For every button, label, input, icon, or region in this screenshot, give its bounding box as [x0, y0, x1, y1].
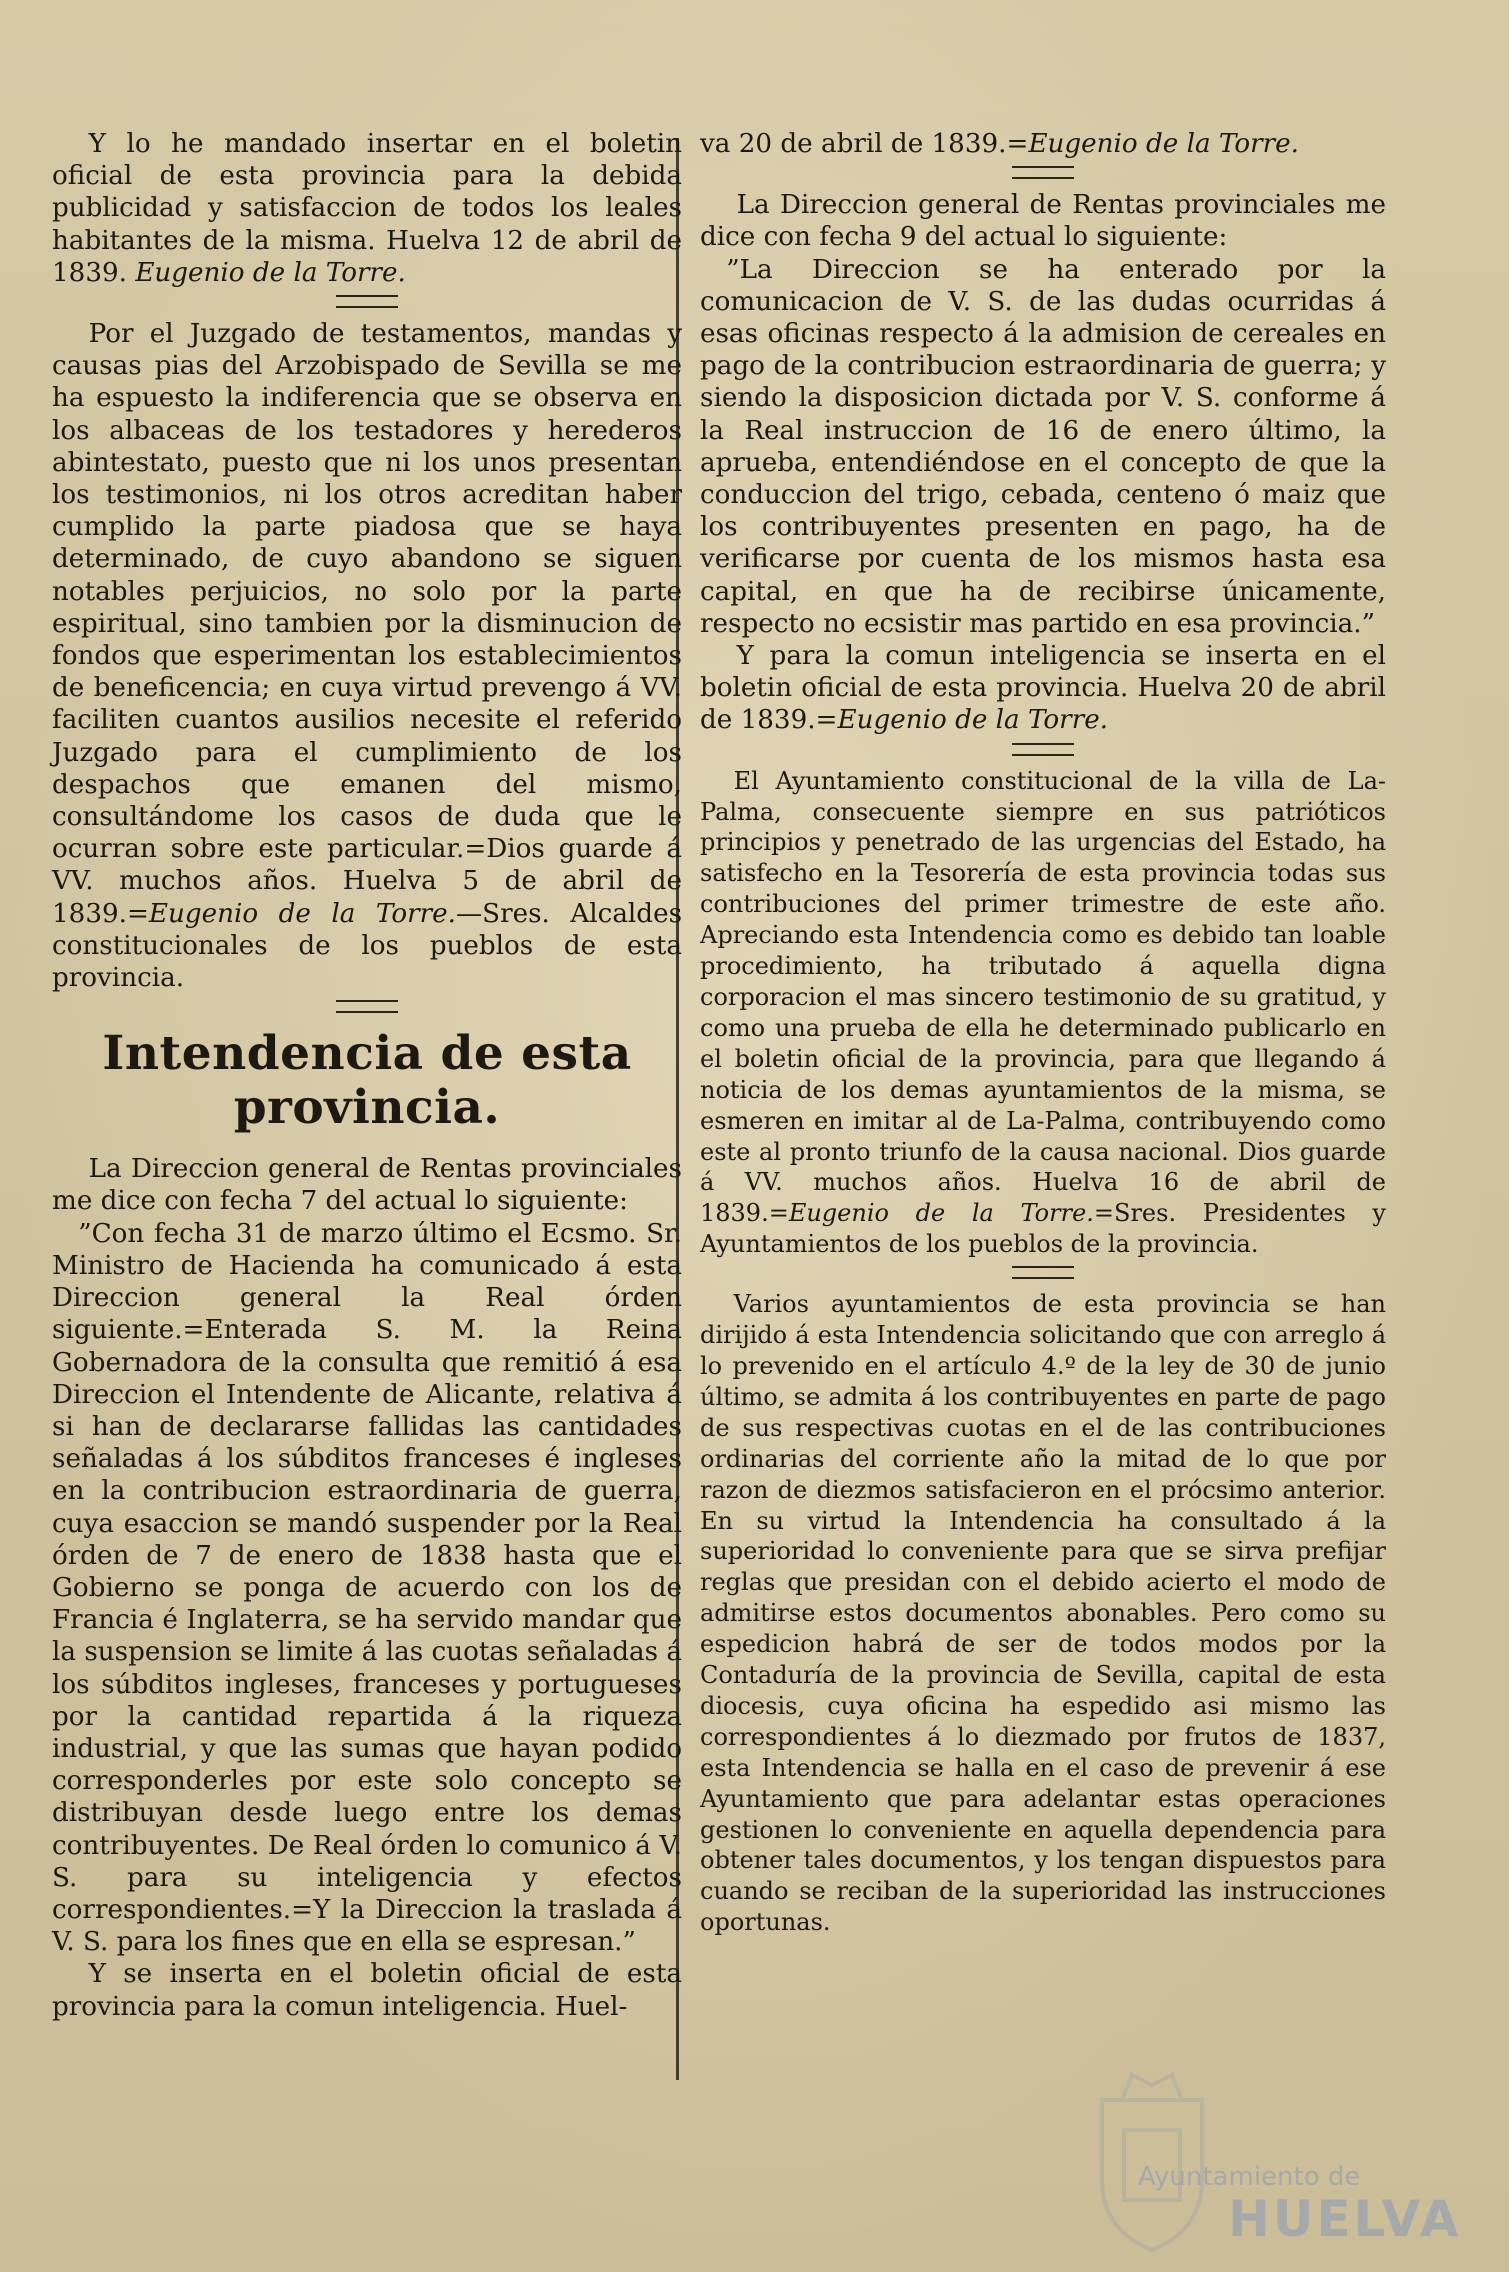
section-heading: Intendencia de esta provincia. [102, 1026, 632, 1136]
signature: Eugenio de la Torre. [135, 257, 406, 288]
section-separator [1012, 743, 1074, 756]
paragraph-publication-notice: Y lo he mandado insertar en el boletin oficial de esta provincia para la debida publicidad y satisfaccion de todos los leales habitantes de la misma. Huelva 12 de abril de 1839. Eugenio de la Torre. [52, 129, 682, 288]
watermark-line2: HUELVA [1228, 2190, 1462, 2248]
paragraph-diezmos: Varios ayuntamientos de esta provincia se han dirijido á esta Intendencia solicitando que con arreglo á lo prevenido en el artículo 4.º de la ley de 30 de junio último, se admita á los contribuyentes en parte de pago de sus respectivas cuotas en el de las contribuciones ordinarias del corriente año la mitad de lo que por razon de diezmos satisfacieron en el prócsimo anterior. En su virtud la Intendencia ha consultado á la superioridad lo conveniente para que se sirva prefijar reglas que presidan con el debido acierto el modo de admitirse estos documentos abonables. Pero como su espedicion habrá de ser de todos modos por la Contaduría de la provincia de Sevilla, capital de esta diocesis, cuya oficina ha espedido asi mismo las correspondientes á lo diezmado por frutos de 1837, esta Intendencia se halla en el caso de prevenir á ese Ayuntamiento que para adelantar estas operaciones gestionen lo conveniente en aquella dependencia para obtener tales documentos, y los tengan dispuestos para cuando se reciban de la superioridad las instrucciones oportunas. [700, 1290, 1386, 1937]
signature: Eugenio de la Torre. [1028, 129, 1299, 159]
small-print-block [700, 766, 1386, 1939]
right-column [700, 128, 1386, 1938]
paragraph-real-orden-quote: ”Con fecha 31 de marzo último el Ecsmo. Sr. Ministro de Hacienda ha comunicado á esta Direccion general la Real órden siguiente.=Enterada S. M. la Reina Gobernadora de la consulta que remitió á esa Direccion el Intendente de Alicante, relativa á si han de declararse fallidas las cantidades señaladas á los súbditos franceses é ingleses en la contribucion estraordinaria de guerra, cuya esaccion se mandó suspender por la Real órden de 7 de enero de 1838 hasta que el Gobierno se ponga de acuerdo con los de Francia é Inglaterra, se ha servido mandar que la suspension se limite á las cuotas señaladas á los súbditos ingleses, franceses y portugueses por la cantidad repartida á la riqueza industrial, y que las sumas que hayan podido corresponderles por este solo concepto se distribuyan desde luego entre los demas contribuyentes. De Real órden lo comunico á V. S. para su inteligencia y efectos correspondientes.=Y la Direccion la traslada á V. S. para los fines que en ella se espresan.” [52, 1218, 682, 1958]
paragraph-direccion-rentas-9: La Direccion general de Rentas provinciales me dice con fecha 9 del actual lo siguiente: [700, 190, 1386, 253]
paragraph-cereales-quote: ”La Direccion se ha enterado por la comunicacion de V. S. de las dudas ocurridas á esas oficinas respecto á la admision de cereales en pago de la contribucion estraordinaria de guerra; y siendo la disposicion dictada por V. S. conforme á la Real instruccion de 16 de enero último, la aprueba, entendiéndose en el concepto de que la conduccion del trigo, cebada, centeno ó maiz que los contribuyentes presenten en pago, ha de verificarse por cuenta de los mismos hasta esa capital, en que ha de recibirse únicamente, respecto no ecsistir mas partido en esa provincia.” [700, 254, 1386, 639]
left-column [52, 128, 682, 2023]
paragraph-insertion-notice: Y se inserta en el boletin oficial de esta provincia para la comun inteligencia. Huel- [52, 1959, 682, 2022]
paragraph-direccion-rentas: La Direccion general de Rentas provinciales me dice con fecha 7 del actual lo siguiente: [52, 1154, 682, 1217]
paragraph-continuation: va 20 de abril de 1839.=Eugenio de la Torre. [700, 129, 1299, 159]
watermark-line1: Ayuntamiento de [1138, 2162, 1361, 2192]
section-separator [1012, 1266, 1074, 1279]
section-separator [336, 1000, 398, 1013]
signature: Eugenio de la Torre. [837, 705, 1109, 736]
paragraph-la-palma: El Ayuntamiento constitucional de la villa de La-Palma, consecuente siempre en sus patrióticos principios y penetrado de las urgencias del Estado, ha satisfecho en la Tesorería de esta provincia todas sus contribuciones del primer trimestre de este año. Apreciando esta Intendencia como es debido tan loable procedimiento, ha tributado á aquella digna corporacion el mas sincero testimonio de su gratitud, y como una prueba de ella he determinado publicarlo en el boletin oficial de la provincia, para que llegando á noticia de los demas ayuntamientos de la misma, se esmeren en imitar al de La-Palma, contribuyendo como este al pronto triunfo de la causa nacional. Dios guarde á VV. muchos años. Huelva 16 de abril de 1839.=Eugenio de la Torre.=Sres. Presidentes y Ayuntamientos de los pueblos de la provincia. [700, 766, 1386, 1259]
section-separator [336, 295, 398, 308]
paragraph-testamentos: Por el Juzgado de testamentos, mandas y causas pias del Arzobispado de Sevilla se me ha espuesto la indiferencia que se observa en los albaceas de los testadores y herederos abintestato, puesto que ni los unos presentan los testimonios, ni los otros acreditan haber cumplido la parte piadosa que se haya determinado, de cuyo abandono se siguen notables perjuicios, no solo por la parte espiritual, sino tambien por la disminucion de fondos que esperimentan los establecimientos de beneficencia; en cuya virtud prevengo á VV. faciliten cuantos ausilios necesite el referido Juzgado para el cumplimiento de los despachos que emanen del mismo, consultándome los casos de duda que le ocurran sobre este particular.=Dios guarde á VV. muchos años. Huelva 5 de abril de 1839.=Eugenio de la Torre.—Sres. Alcaldes constitucionales de los pueblos de esta provincia. [52, 319, 683, 994]
signature: Eugenio de la Torre. [148, 898, 456, 929]
paragraph-comun-inteligencia: Y para la comun inteligencia se inserta en el boletin oficial de esta provincia. Huelva 20 de abril de 1839.=Eugenio de la Torre. [700, 641, 1386, 736]
section-separator [1012, 166, 1074, 179]
signature: Eugenio de la Torre. [788, 1199, 1094, 1228]
